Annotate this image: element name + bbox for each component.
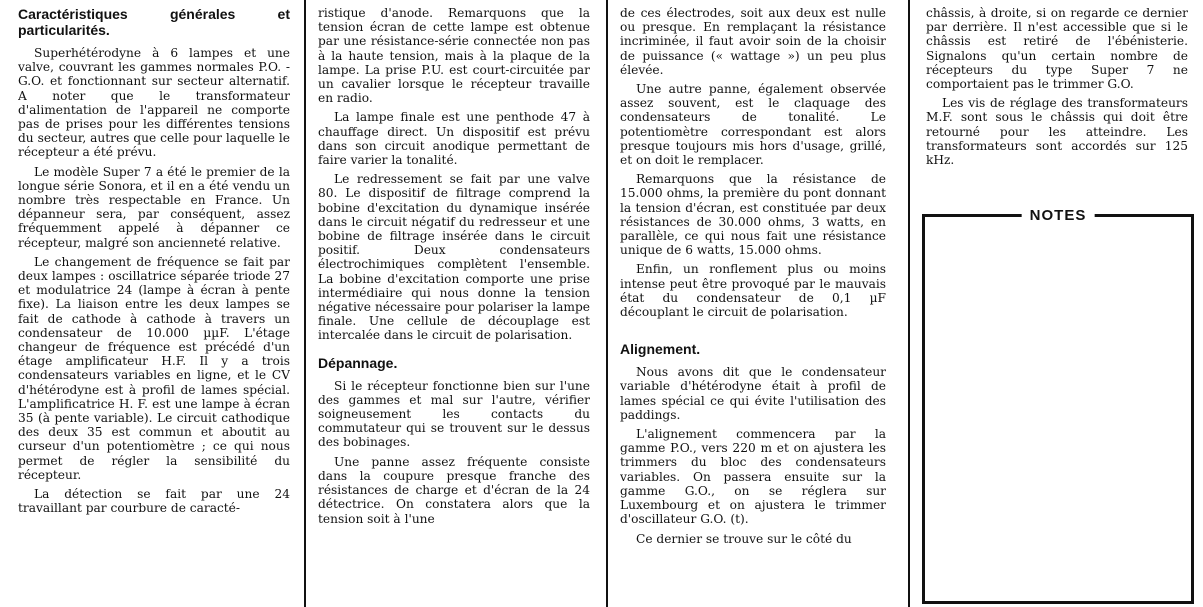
paragraph: Remarquons que la résistance de 15.000 ohms, la première du pont donnant la tension d'écran, est constituée par deux résistances de 30.000 ohms, 3 watts, en parallèle, ce qui nous fait une résistance unique de 6 watts, 15.000 ohms. (620, 172, 886, 258)
column-3 (620, 6, 886, 606)
paragraph: Les vis de réglage des transformateurs M.F. sont sous le châssis qui doit être retourné pour les atteindre. Les transformateurs sont accordés sur 125 kHz. (926, 96, 1188, 168)
paragraph: Une autre panne, également observée assez souvent, est le claquage des condensateurs de tonalité. Le potentiomètre correspondant est alors presque toujours mis hors d'usage, grillé, et on doit le remplacer. (620, 82, 886, 168)
paragraph: Ce dernier se trouve sur le côté du (636, 531, 852, 546)
paragraph: Nous avons dit que le condensateur variable d'hétérodyne était à profil de lames spécial ce qui évite l'utilisation des paddings. (620, 365, 886, 422)
paragraph: L'alignement commencera par la gamme P.O., vers 220 m et on ajustera les trimmers du bloc des condensateurs variables. On passera ensuite sur la gamme G.O., on se réglera sur Luxembourg et on ajustera le trimmer d'oscillateur G.O. (t). (620, 427, 886, 527)
paragraph: châssis, à droite, si on regarde ce dernier par derrière. Il n'est accessible que si le châssis est retiré de l'ébénisterie. Signalons qu'un certain nombre de récepteurs du type Super 7 ne comportaient pas le trimmer G.O. (926, 6, 1188, 92)
paragraph: de ces électrodes, soit aux deux est nulle ou presque. En remplaçant la résistance incriminée, il faut avoir soin de la choisir de puissance (« wattage ») un peu plus élevée. (620, 6, 886, 77)
column-divider (908, 0, 910, 607)
paragraph: Le changement de fréquence se fait par deux lampes : oscillatrice séparée triode 27 et modulatrice 24 (lampe à écran à pente fixe). La liaison entre les deux lampes se fait de cathode à cathode à travers un condensateur de 10.000 µµF. L'étage changeur de fréquence est précédé d'un étage amplificateur H.F. Il y a trois condensateurs variables en ligne, et le CV d'hétérodyne est à profil de lames spécial. L'amplificatrice H. F. est une lampe à écran 35 (à pente variable). Le circuit cathodique des deux 35 est commun et aboutit au curseur d'un potentiomètre ; ce qui nous permet de régler la sensibilité du récepteur. (18, 254, 290, 482)
paragraph: Enfin, un ronflement plus ou moins intense peut être provoqué par le mauvais état du condensateur de 0,1 µF découplant le circuit de polarisation. (620, 262, 886, 320)
column-divider (304, 0, 306, 607)
column-2 (318, 6, 590, 606)
heading-alignment: Alignement. (620, 341, 701, 358)
notes-box (922, 207, 1194, 604)
column-1 (18, 6, 290, 606)
heading-troubleshooting: Dépannage. (318, 354, 398, 371)
paragraph: Le redressement se fait par une valve 80. Le dispositif de filtrage comprend la bobine d'excitation du dynamique insérée dans le circuit négatif du redresseur et une bobine de filtrage insérée dans le circuit positif. Deux condensateurs électrochimiques complètent l'ensemble. La bobine d'excitation comporte une prise intermédiaire qui nous donne la tension négative nécessaire pour polariser la lampe finale. Une cellule de découplage est intercalée dans le circuit de polarisation. (318, 172, 590, 343)
column-divider (606, 0, 608, 607)
paragraph: Superhétérodyne à 6 lampes et une valve, couvrant les gammes normales P.O. - G.O. et fonctionnant sur secteur alternatif. A noter que le transformateur d'alimentation de l'appareil ne comporte pas de prises pour les différentes tensions du secteur, autres que celle pour laquelle le récepteur a été prévu. (18, 46, 290, 160)
notes-title: NOTES (1022, 207, 1095, 225)
paragraph: Le modèle Super 7 a été le premier de la longue série Sonora, et il en a été vendu un nombre très respectable en France. Un dépanneur sera, par conséquent, assez fréquemment appelé à dépanner ce récepteur, malgré son ancienneté relative. (18, 164, 290, 250)
heading-characteristics: Caractéristiques générales et particularités. (18, 6, 290, 38)
paragraph: Une panne assez fréquente consiste dans la coupure presque franche des résistances de charge et d'écran de la 24 détectrice. On constatera alors que la tension soit à l'une (318, 454, 590, 526)
paragraph: ristique d'anode. Remarquons que la tension écran de cette lampe est obtenue par une résistance-série connectée non pas à la haute tension, mais à la plaque de la lampe. La prise P.U. est court-circuitée par un cavalier lorsque le récepteur travaille en radio. (318, 6, 590, 106)
paragraph: La lampe finale est une penthode 47 à chauffage direct. Un dispositif est prévu dans son circuit anodique permettant de faire varier la tonalité. (318, 110, 590, 168)
column-4 (926, 6, 1188, 202)
paragraph: Si le récepteur fonctionne bien sur l'une des gammes et mal sur l'autre, vérifier soigneusement les contacts du commutateur qui se trouvent sur le dessus des bobinages. (318, 378, 590, 450)
paragraph: La détection se fait par une 24 travaillant par courbure de caracté- (18, 487, 290, 516)
